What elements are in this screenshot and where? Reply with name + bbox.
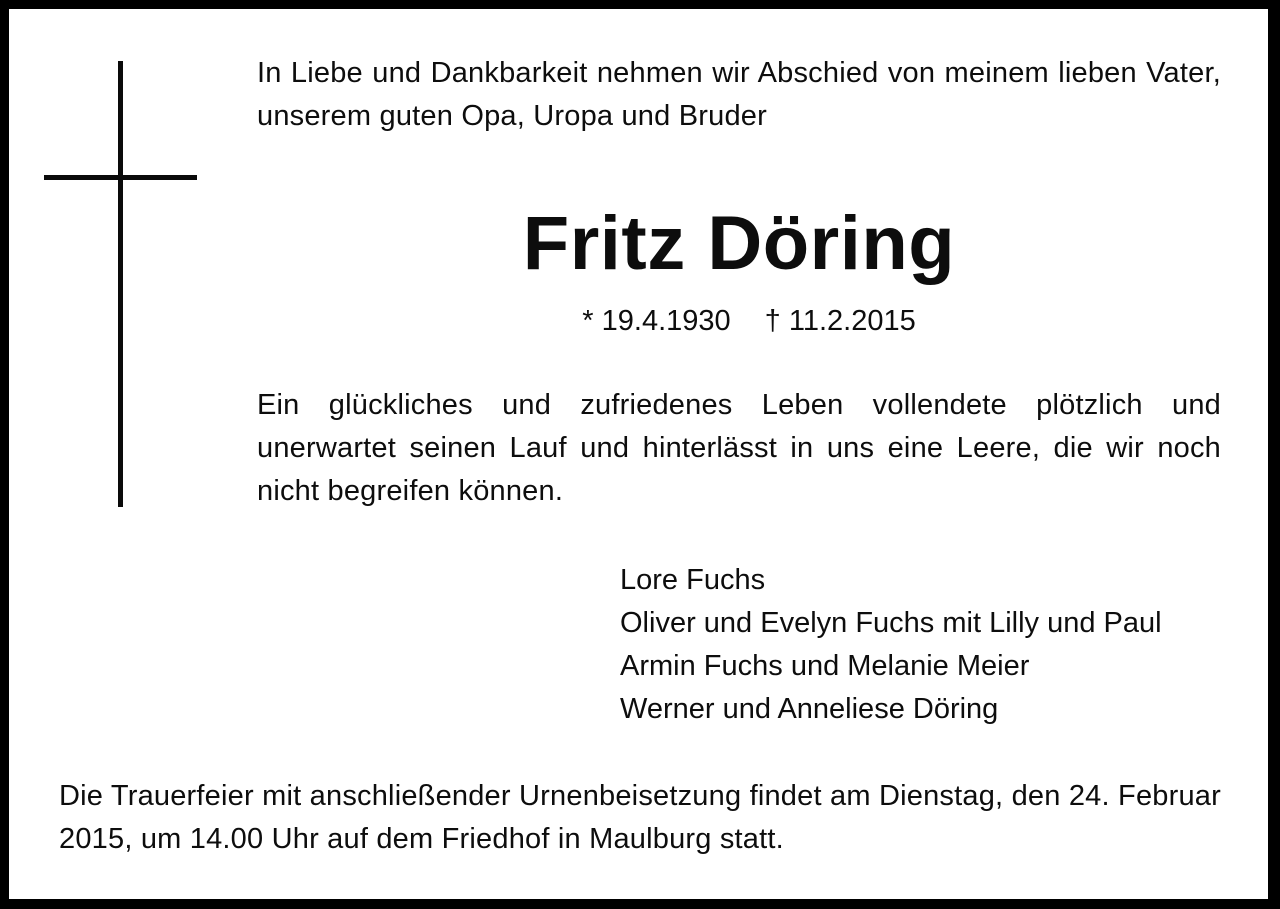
death-date: † 11.2.2015 xyxy=(764,305,916,337)
life-text: Ein glückliches und zufriedenes Leben vollendete plötzlich und unerwartet seinen Lauf und hinterlässt in uns eine Leere, die wir noch nicht begreifen können. xyxy=(257,389,1221,507)
ceremony-text: Die Trauerfeier mit anschließender Urnenbeisetzung findet am Dienstag, den 24. Februar 2015, um 14.00 Uhr auf dem Friedhof in Maulburg statt. xyxy=(59,780,1221,855)
mourners-list xyxy=(620,559,1162,731)
obituary-notice xyxy=(9,9,1268,899)
birth-date: * 19.4.1930 xyxy=(582,305,731,337)
mourner-name: Oliver und Evelyn Fuchs mit Lilly und Paul xyxy=(620,607,1162,639)
life-dates xyxy=(257,301,1221,341)
cross-horizontal-bar xyxy=(44,175,197,180)
deceased-name: Fritz Döring xyxy=(522,201,956,286)
intro-text: In Liebe und Dankbarkeit nehmen wir Abschied von meinem lieben Vater, unserem guten Opa, Uropa und Bruder xyxy=(257,57,1221,132)
cross-vertical-bar xyxy=(118,61,123,507)
mourner-name: Lore Fuchs xyxy=(620,564,766,596)
mourner-name: Armin Fuchs und Melanie Meier xyxy=(620,650,1030,682)
mourner-name: Werner und Anneliese Döring xyxy=(620,693,999,725)
